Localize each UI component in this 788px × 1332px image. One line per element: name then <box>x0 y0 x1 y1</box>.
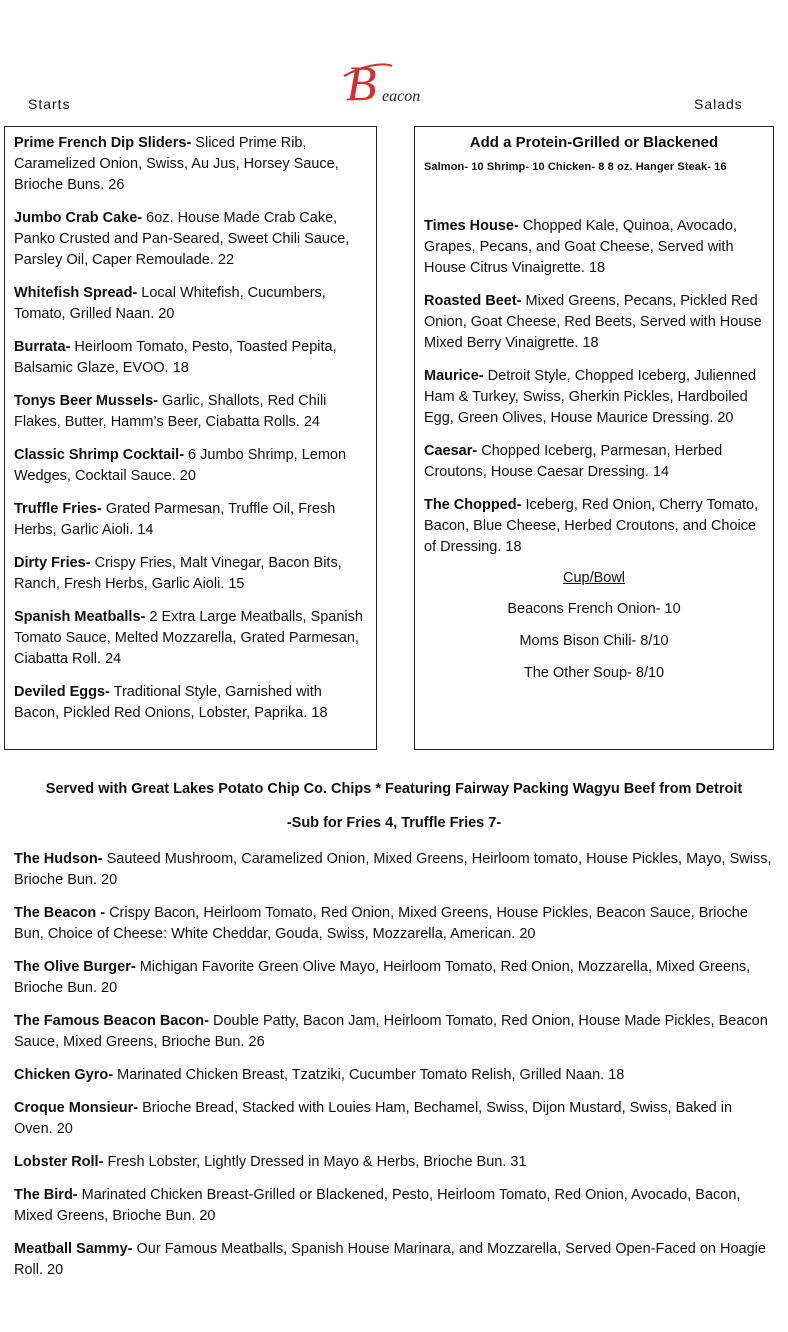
item-name: Meatball Sammy- <box>14 1241 133 1257</box>
item-name: Dirty Fries- <box>14 555 91 571</box>
menu-item <box>14 957 774 999</box>
item-name: Spanish Meatballs- <box>14 609 146 625</box>
item-name: Deviled Eggs- <box>14 684 110 700</box>
item-desc: Brioche Bread, Stacked with Louies Ham, Bechamel, Swiss, Dijon Mustard, Swiss, Baked in Oven. 20 <box>14 1100 733 1137</box>
item-name: The Olive Burger- <box>14 959 136 975</box>
burgers-heading: Served with Great Lakes Potato Chip Co. Chips * Featuring Fairway Packing Wagyu Beef from Detroit <box>45 781 743 797</box>
item-name: Whitefish Spread- <box>14 285 138 301</box>
item-name: Lobster Roll- <box>14 1154 104 1170</box>
item-desc: Chopped Kale, Quinoa, Avocado, Grapes, Pecans, and Goat Cheese, Served with House Citrus Vinaigrette. 18 <box>424 218 738 276</box>
item-desc: Michigan Favorite Green Olive Mayo, Heirloom Tomato, Red Onion, Mozzarella, Mixed Greens, Brioche Bun. 20 <box>14 959 751 996</box>
cup-bowl-heading: Cup/Bowl <box>562 570 626 586</box>
item-desc: Detroit Style, Chopped Iceberg, Julienned Ham & Turkey, Swiss, Gherkin Pickles, Hardboiled Egg, Green Olives, House Maurice Dressing. 20 <box>424 368 757 426</box>
item-desc: Double Patty, Bacon Jam, Heirloom Tomato, Red Onion, House Made Pickles, Beacon Sauce, Mixed Greens, Brioche Bun. 26 <box>14 1013 768 1050</box>
menu-item <box>14 607 367 670</box>
item-name: Prime French Dip Sliders- <box>14 135 192 151</box>
starts-heading: Starts <box>28 96 71 112</box>
item-name: Burrata- <box>14 339 71 355</box>
menu-item <box>14 682 367 724</box>
item-desc: Chopped Iceberg, Parmesan, Herbed Croutons, House Caesar Dressing. 14 <box>424 443 723 480</box>
item-name: Maurice- <box>424 368 484 384</box>
item-desc: Local Whitefish, Cucumbers, Tomato, Grilled Naan. 20 <box>14 285 326 322</box>
item-desc: Our Famous Meatballs, Spanish House Marinara, and Mozzarella, Served Open-Faced on Hoagie Roll. 20 <box>14 1241 766 1278</box>
salads-heading: Salads <box>694 96 743 112</box>
soup-item: Beacons French Onion- 10 <box>507 601 681 617</box>
item-desc: Crispy Bacon, Heirloom Tomato, Red Onion, Mixed Greens, House Pickles, Beacon Sauce, Brioche Bun, Choice of Cheese: White Cheddar, Gouda, Swiss, Mozzarella, American. 20 <box>14 905 748 942</box>
item-name: The Beacon - <box>14 905 106 921</box>
item-desc: Marinated Chicken Breast, Tzatziki, Cucumber Tomato Relish, Grilled Naan. 18 <box>113 1067 625 1083</box>
item-name: Tonys Beer Mussels- <box>14 393 158 409</box>
menu-item <box>424 366 764 429</box>
menu-item <box>14 208 367 271</box>
menu-item <box>14 499 367 541</box>
item-desc: 2 Extra Large Meatballs, Spanish Tomato Sauce, Melted Mozzarella, Grated Parmesan, Ciabatta Roll. 24 <box>14 609 363 667</box>
logo-letter: B <box>346 56 377 108</box>
item-name: The Famous Beacon Bacon- <box>14 1013 209 1029</box>
protein-heading: Add a Protein-Grilled or Blackened <box>469 134 719 151</box>
menu-item <box>14 1185 774 1227</box>
item-desc: Fresh Lobster, Lightly Dressed in Mayo & Herbs, Brioche Bun. 31 <box>103 1154 527 1170</box>
menu-item <box>424 291 764 354</box>
menu-item <box>14 1098 774 1140</box>
item-name: Roasted Beet- <box>424 293 522 309</box>
burgers-section <box>14 849 774 1293</box>
item-desc: Marinated Chicken Breast-Grilled or Blackened, Pesto, Heirloom Tomato, Red Onion, Avocado, Bacon, Mixed Greens, Brioche Bun. 20 <box>14 1187 741 1224</box>
item-name: Chicken Gyro- <box>14 1067 114 1083</box>
item-name: Croque Monsieur- <box>14 1100 139 1116</box>
beacon-logo <box>342 56 438 108</box>
item-desc: Heirloom Tomato, Pesto, Toasted Pepita, Balsamic Glaze, EVOO. 18 <box>14 339 337 376</box>
salads-section <box>414 126 774 750</box>
item-desc: Crispy Fries, Malt Vinegar, Bacon Bits, Ranch, Fresh Herbs, Garlic Aioli. 15 <box>14 555 342 592</box>
item-desc: Grated Parmesan, Truffle Oil, Fresh Herbs, Garlic Aioli. 14 <box>14 501 336 538</box>
item-name: Jumbo Crab Cake- <box>14 210 143 226</box>
protein-list: Salmon- 10 Shrimp- 10 Chicken- 8 8 oz. Hanger Steak- 16 <box>424 161 727 173</box>
menu-item <box>14 445 367 487</box>
item-name: Classic Shrimp Cocktail- <box>14 447 185 463</box>
item-desc: Traditional Style, Garnished with Bacon, Pickled Red Onions, Lobster, Paprika. 18 <box>14 684 328 721</box>
item-desc: Mixed Greens, Pecans, Pickled Red Onion, Goat Cheese, Red Beets, Served with House Mixed Berry Vinaigrette. 18 <box>424 293 762 351</box>
menu-item <box>14 849 774 891</box>
item-desc: 6oz. House Made Crab Cake, Panko Crusted and Pan-Seared, Sweet Chili Sauce, Parsley Oil, Caper Remoulade. 22 <box>14 210 350 268</box>
item-name: The Chopped- <box>424 497 522 513</box>
menu-item <box>14 1011 774 1053</box>
burgers-subheading: -Sub for Fries 4, Truffle Fries 7- <box>286 815 502 831</box>
item-desc: Sliced Prime Rib, Caramelized Onion, Swiss, Au Jus, Horsey Sauce, Brioche Buns. 26 <box>14 135 339 193</box>
logo-rest: eacon <box>382 88 421 105</box>
menu-item <box>14 391 367 433</box>
item-desc: Iceberg, Red Onion, Cherry Tomato, Bacon, Blue Cheese, Herbed Croutons, and Choice of Dressing. 18 <box>424 497 759 555</box>
menu-item <box>14 903 774 945</box>
menu-item <box>14 1152 774 1173</box>
item-desc: 6 Jumbo Shrimp, Lemon Wedges, Cocktail Sauce. 20 <box>14 447 347 484</box>
item-name: Truffle Fries- <box>14 501 102 517</box>
menu-item <box>14 553 367 595</box>
menu-item <box>424 441 764 483</box>
menu-item <box>14 1065 774 1086</box>
menu-item <box>14 1239 774 1281</box>
item-name: The Hudson- <box>14 851 103 867</box>
soup-item: The Other Soup- 8/10 <box>523 665 665 681</box>
menu-item <box>424 495 764 558</box>
item-name: Times House- <box>424 218 519 234</box>
menu-item <box>14 337 367 379</box>
item-desc: Garlic, Shallots, Red Chili Flakes, Butter, Hamm’s Beer, Ciabatta Rolls. 24 <box>14 393 327 430</box>
menu-item <box>424 216 764 279</box>
item-name: Caesar- <box>424 443 478 459</box>
soup-item: Moms Bison Chili- 8/10 <box>519 633 669 649</box>
menu-item <box>14 133 367 196</box>
menu-item <box>14 283 367 325</box>
item-desc: Sauteed Mushroom, Caramelized Onion, Mixed Greens, Heirloom tomato, House Pickles, Mayo, Swiss, Brioche Bun. 20 <box>14 851 772 888</box>
item-name: The Bird- <box>14 1187 78 1203</box>
starts-section <box>4 126 377 750</box>
